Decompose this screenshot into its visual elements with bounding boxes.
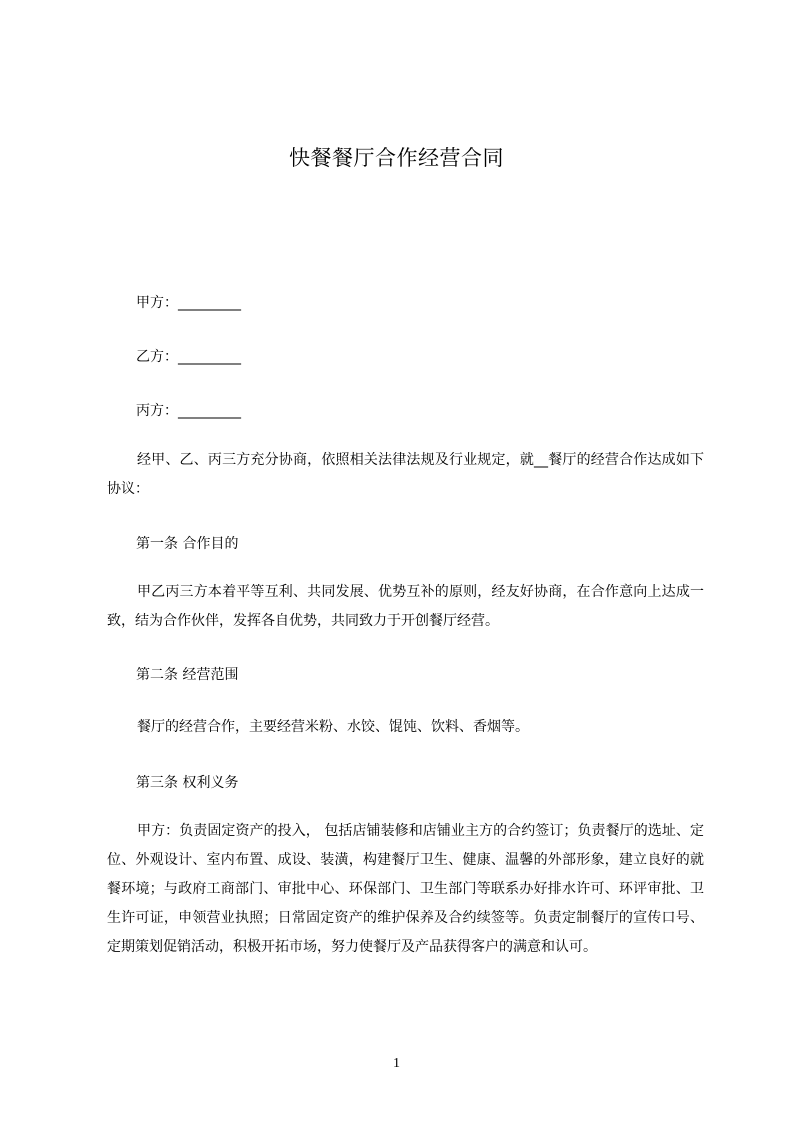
- party-c-label: 丙方：: [136, 403, 178, 419]
- article1-heading: 第一条 合作目的: [136, 536, 239, 552]
- page-number: 1: [393, 1056, 400, 1071]
- intro-part2: 餐厅的经营合作达成如下协议：: [107, 452, 705, 497]
- article2-text: 餐厅的经营合作，主要经营米粉、水饺、馄饨、饮料、香烟等。: [137, 719, 529, 735]
- article3-text: 甲方：负责固定资产的投入， 包括店铺装修和店铺业主方的合约签订；负责餐厅的选址、定位、外观设计、室内布置、成设、装潢，构建餐厅卫生、健康、温馨的外部形象，建立良好的就餐环境；与政府工商部门、审批中心、环保部门、卫生部门等联系办好排水许可、环评审批、卫生许可证，申领营业执照；日常固定资产的维护保养及合约续签等。负责定制餐厅的宣传口号、定期策划促销活动，积极开拓市场，努力使餐厅及产品获得客户的满意和认可。: [107, 823, 704, 955]
- party-b-value: _________: [178, 349, 241, 365]
- party-a-label: 甲方：: [136, 295, 178, 311]
- party-b-label: 乙方：: [136, 349, 178, 365]
- article2-heading: 第二条 经营范围: [136, 667, 239, 683]
- party-c-value: _________: [178, 403, 241, 419]
- intro-paragraph: [107, 446, 704, 504]
- party-c-line: [136, 400, 241, 420]
- document-title: 快餐餐厅合作经营合同: [289, 146, 504, 170]
- intro-blank: __: [534, 452, 549, 468]
- intro-part1: 经甲、乙、丙三方充分协商，依照相关法律法规及行业规定，就: [137, 452, 535, 468]
- party-b-line: [136, 346, 241, 366]
- article1-text: 甲乙丙三方本着平等互利、共同发展、优势互补的原则，经友好协商，在合作意向上达成一致，结为合作伙伴，发挥各自优势，共同致力于开创餐厅经营。: [107, 584, 704, 629]
- party-a-line: [136, 292, 241, 312]
- party-a-value: _________: [178, 295, 241, 311]
- article3-heading: 第三条 权利义务: [136, 775, 239, 791]
